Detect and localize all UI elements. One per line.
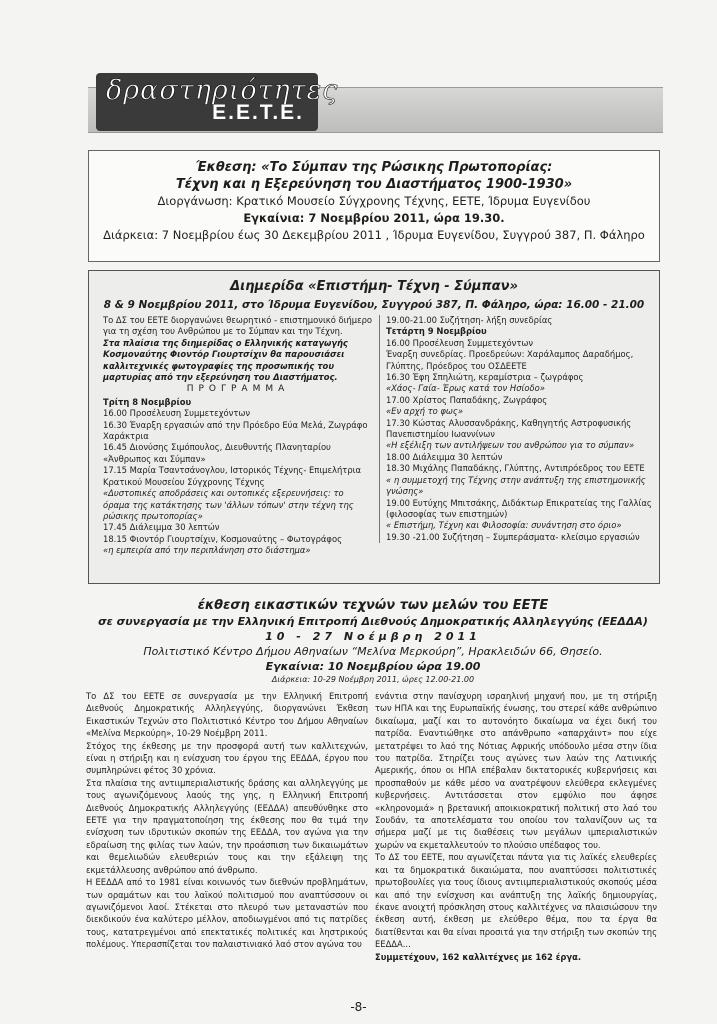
program-line: ΠΡΟΓΡΑΜΜΑ bbox=[186, 384, 290, 395]
logo-org-name: Ε.Ε.Τ.Ε. bbox=[212, 101, 304, 124]
symposium-date: 8 & 9 Νοεμβρίου 2011, στο Ίδρυμα Ευγενίδου, Συγγρού 387, Π. Φάληρο, ώρα: 16.00 - 21.00 bbox=[103, 299, 645, 311]
program-line: 19.00-21.00 Συζήτηση- λήξη συνεδρίας bbox=[386, 315, 553, 325]
section-header bbox=[88, 55, 663, 137]
program-line: 16.00 Προσέλευση Συμμετεχόντων bbox=[103, 408, 251, 419]
program-line: 17.30 Κώστας Αλυσσανδράκης, Καθηγητής Αστροφυσικής Πανεπιστημίου Ιωαννίνων bbox=[386, 417, 632, 440]
program-line: « Επιστήμη, Τέχνη και Φιλοσοφία: συνάντηση στο όριο» bbox=[386, 520, 622, 531]
program-line: 17.00 Χρίστος Παπαδάκης, Ζωγράφος bbox=[386, 394, 548, 405]
program-line: Το ΔΣ του ΕΕΤΕ διοργανώνει θεωρητικό - επιστημονικό διήμερο για τη σχέση του Ανθρώπου με το Σύμπαν και την Τέχνη. bbox=[103, 315, 373, 337]
paragraph: Στα πλαίσια της αντιιμπεριαλιστικής δράσης και αλληλεγγύης με τους αγωνιζόμενους λαούς της γης, η Ελληνική Επιτροπή Διεθνούς Δημοκρατικής Αλληλεγγύης (ΕΕΔΔΑ) απευθύνθηκε στο ΕΕΤΕ για την πραγματοποίηση της έκθεσης που θα τιμά την ενίσχυση των ιδρυτικών σκοπών της ΕΕΔΔΑ, τον αγώνα για την εδραίωση της φιλίας των λαών, την προάσπιση των δικαιωμάτων και θεμελιωδών ελευθεριών τους και την εξάλειψη της εκμετάλλευσης ανθρώπου από άνθρωπο. bbox=[86, 777, 368, 875]
page-number: -8- bbox=[350, 1000, 367, 1014]
exhibition-title-1: Έκθεση: «Το Σύμπαν της Ρώσικης Πρωτοπορίας: bbox=[195, 160, 553, 175]
symposium-right-column bbox=[379, 315, 656, 543]
program-line: «Δυστοπικές αποδράσεις και ουτοπικές εξερευνήσεις: το όραμα της κατάκτησης των 'άλλων τόπων' στην τέχνη της ρώσικης πρωτοπορίας» bbox=[103, 488, 354, 521]
activities-logo bbox=[96, 73, 339, 131]
program-line: Έναρξη συνεδρίας. Προεδρεύων: Χαράλαμπος Δαραδήμος, Γλύπτης, Πρόεδρος του ΟΣΔΕΕΤΕ bbox=[386, 349, 634, 371]
art-show-header bbox=[88, 598, 658, 685]
art-show-venue: Πολιτιστικό Κέντρο Δήμου Αθηναίων “Μελίνα Μερκούρη”, Ηρακλειδών 66, Θησείο. bbox=[143, 645, 603, 658]
program-line: 18.15 Φιοντόρ Γιουρτσίχιν, Κοσμοναύτης – Φωτογράφος bbox=[103, 533, 342, 544]
program-line: 17.45 Διάλειμμα 30 λεπτών bbox=[103, 522, 220, 533]
art-show-right-column bbox=[375, 690, 657, 963]
logo-script-title: δραστηριότητες bbox=[106, 75, 339, 106]
program-line: Τετάρτη 9 Νοεμβρίου bbox=[386, 326, 487, 337]
paragraph: Το ΔΣ του ΕΕΤΕ, που αγωνίζεται πάντα για τις λαϊκές ελευθερίες και τα δημοκρατικά δικαιώματα, που αναπτύσσει πολιτιστικές πρωτοβουλίες για τους ίδιους αντιιμπεριαλιστικούς σκοπούς μέσα και από την ενίσχυση και ανάπτυξη της λαϊκής δημιουργίας, έκανε ανοιχτή πρόσκληση στους καλλιτέχνες να πλαισιώσουν την έκθεση αυτή, έκθεση με ελεύθερο θέμα, που τα έργα θα διατίθενται και θα είναι προσιτά για την στήριξη των σκοπών της ΕΕΔΔΑ... bbox=[375, 852, 657, 950]
program-line: 16.45 Διονύσης Σιμόπουλος, Διευθυντής Πλανηταρίου «Άνθρωπος και Σύμπαν» bbox=[103, 442, 331, 464]
art-show-subtitle: σε συνεργασία με την Ελληνική Επιτροπή Διεθνούς Δημοκρατικής Αλληλεγγύης (ΕΕΔΔΑ) bbox=[98, 615, 648, 628]
program-line: 18.00 Διάλειμμα 30 λεπτών bbox=[386, 451, 503, 462]
exhibition-title-2: Τέχνη και η Εξερεύνηση του Διαστήματος 1900-1930» bbox=[175, 177, 573, 192]
art-show-duration: Διάρκεια: 10-29 Νοέμβρη 2011, ώρες 12.00-21.00 bbox=[271, 675, 475, 684]
art-show-left-column bbox=[86, 690, 368, 951]
paragraph: Το ΔΣ του ΕΕΤΕ σε συνεργασία με την Ελληνική Επιτροπή Διεθνούς Δημοκρατικής Αλληλεγγύης, διοργανώνει Έκθεση Εικαστικών Τεχνών στο Πολιτιστικό Κέντρο του Δήμου Αθηναίων «Μελίνα Μερκούρη», 10-29 Νοέμβρη 2011. bbox=[86, 691, 368, 739]
paragraph: Στόχος της έκθεσης με την προσφορά αυτή των καλλιτεχνών, είναι η στήριξη και η ενίσχυση του έργου της ΕΕΔΔΑ, έργου που συμπληρώνει φέτος 30 χρόνια. bbox=[86, 740, 368, 776]
symposium-left-column bbox=[103, 315, 373, 557]
program-line: 19.00 Ευτύχης Μπιτσάκης, Διδάκτωρ Επικρατείας της Γαλλίας (φιλοσοφίας των επιστημών) bbox=[386, 497, 652, 519]
program-line: 18.30 Μιχάλης Παπαδάκης, Γλύπτης, Αντιπρόεδρος του ΕΕΤΕ bbox=[386, 463, 645, 474]
art-show-dates: 10 - 27 Νοέμβρη 2011 bbox=[265, 630, 481, 643]
program-line: « η συμμετοχή της Τέχνης στην ανάπτυξη της επιστημονικής γνώσης» bbox=[386, 474, 646, 497]
exhibition-opening: Εγκαίνια: 7 Νοεμβρίου 2011, ώρα 19.30. bbox=[243, 211, 505, 225]
program-line: Στα πλαίσια της διημερίδας ο Ελληνικής καταγωγής Κοσμοναύτης Φιοντόρ Γιουρτσίχιν θα παρουσιάσει καλλιτεχνικές φωτογραφίες της προσωπικής του μαρτυρίας από την εξερεύνηση του Διαστήματος. bbox=[103, 337, 348, 383]
program-line: «Χάος- Γαία- Έρως κατά τον Ησίοδο» bbox=[386, 383, 545, 394]
exhibition-organizers: Διοργάνωση: Κρατικό Μουσείο Σύγχρονης Τέχνης, ΕΕΤΕ, Ίδρυμα Ευγενίδου bbox=[157, 194, 591, 208]
paragraph: ενάντια στην πανίσχυρη ισραηλινή μηχανή που, με τη στήριξη των ΗΠΑ και της Ευρωπαϊκής ένωσης, του στερεί κάθε ανθρώπινο δικαίωμα, μαζί και το αυτονόητο δικαίωμα να έχει δική του πατρίδα. Εναντιώθηκε στο απάνθρωπο «απαρχάιντ» που είχε μετατρέψει το λαό της Νότιας Αφρικής υπόδουλο μέσα στην ίδια του πατρίδα. Στηρίζει τους αγώνες των λαών της Λατινικής Αμερικής, όπου οι ΗΠΑ επέβαλαν δικτατορικές κυβερνήσεις και προσπαθούν με κάθε μέσο να ανατρέψουν ελεύθερα εκλεγμένες κυβερνήσεις. Αντιτάσσεται στον εμφύλιο που άφησε «κληρονομιά» η βρετανική αποικιοκρατική πολιτική στο λαό του Σουδάν, τα αποτελέσματα του οποίου τον ταλανίζουν ως τα σήμερα μαζί με τις διαθέσεις των μεγάλων ιμπεριαλιστικών χωρών να εκμεταλλευτούν το πλούσιο υπέδαφος του. bbox=[375, 691, 657, 850]
program-line: «Η εξέλιξη των αντιλήψεων του ανθρώπου για το σύμπαν» bbox=[386, 440, 635, 451]
program-line: 16.30 Έφη Σπηλιώτη, κεραμίστρια – ζωγράφος bbox=[386, 372, 584, 383]
art-show-title: έκθεση εικαστικών τεχνών των μελών του ΕΕΤΕ bbox=[197, 598, 549, 613]
program-line: 16.30 Έναρξη εργασιών από την Πρόεδρο Εύα Μελά, Ζωγράφο Χαράκτρια bbox=[103, 419, 368, 442]
program-line: «Εν αρχή το φως» bbox=[386, 406, 464, 417]
exhibition-duration: Διάρκεια: 7 Νοεμβρίου έως 30 Δεκεμβρίου 2011 , Ίδρυμα Ευγενίδου, Συγγρού 387, Π. Φάληρο bbox=[103, 228, 645, 242]
exhibition-box bbox=[88, 150, 660, 262]
symposium-title: Διημερίδα «Επιστήμη- Τέχνη - Σύμπαν» bbox=[230, 279, 518, 294]
program-line: 17.15 Μαρία Τσαντσάνογλου, Ιστορικός Τέχνης- Επιμελήτρια Κρατικού Μουσείου Σύγχρονης Τέχνης bbox=[103, 465, 362, 487]
paragraph: Η ΕΕΔΔΑ από το 1981 είναι κοινωνός των διεθνών προβλημάτων, των οραμάτων και του λαϊκού πολιτισμού που αναπτύσσουν οι αγωνιζόμενοι λαοί. Στέκεται στο πλευρό των μεταναστών που διεκδικούν ένα καλύτερο μέλλον, αποδιωγμένοι από τις πατρίδες τους, κατατρεγμένοι από επεκτατικές πολιτικές και ληστρικούς πολέμους. Υπερασπίζεται τον παλαιστινιακό λαό στον αγώνα του bbox=[86, 877, 368, 950]
program-line: «η εμπειρία από την περιπλάνηση στο διάστημα» bbox=[103, 545, 311, 556]
art-show-opening: Εγκαίνια: 10 Νοεμβρίου ώρα 19.00 bbox=[265, 660, 481, 673]
program-line: 16.00 Προσέλευση Συμμετεχόντων bbox=[386, 337, 534, 348]
program-line: 19.30 -21.00 Συζήτηση – Συμπεράσματα- κλείσιμο εργασιών bbox=[386, 531, 640, 542]
symposium-box bbox=[88, 270, 660, 584]
program-line: Τρίτη 8 Νοεμβρίου bbox=[103, 396, 192, 407]
art-show-participants: Συμμετέχουν, 162 καλλιτέχνες με 162 έργα. bbox=[375, 951, 582, 962]
